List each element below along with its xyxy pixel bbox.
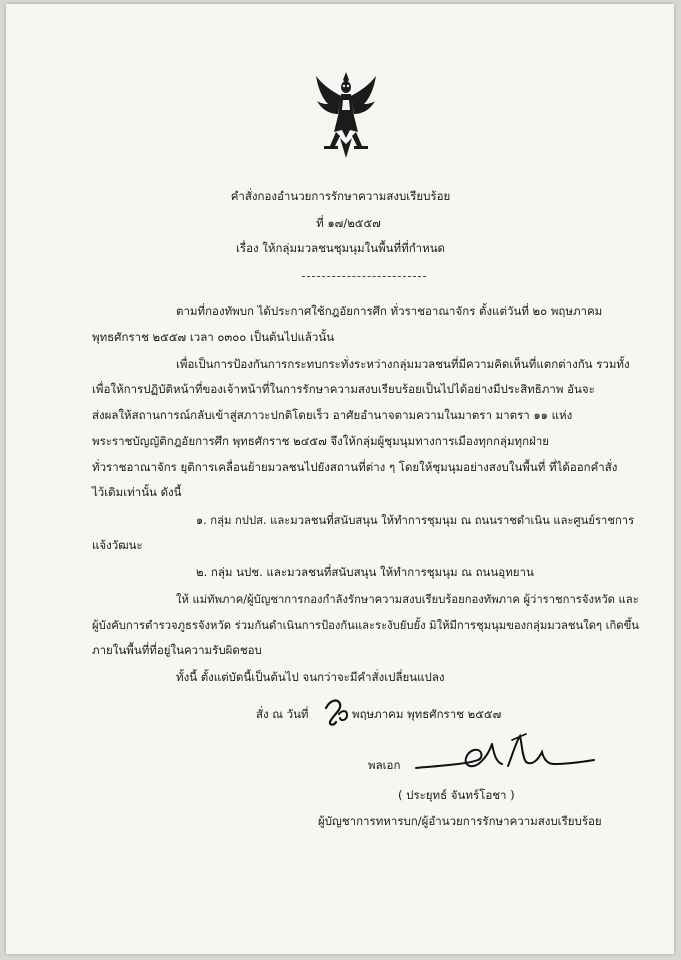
header-divider: [302, 276, 426, 277]
order-number: ที่ ๑๗/๒๕๕๗: [316, 216, 381, 230]
p2-line5: ทั่วราชอาณาจักร ยุติการเคลื่อนย้ายมวลชนไปยังสถานที่ต่าง ๆ โดยให้ชุมนุมอย่างสงบในพื้นที่ ที่ได้ออกคำสั่ง: [92, 460, 618, 474]
handwritten-signature: [408, 730, 598, 780]
p2-line6: ไว้เดิมเท่านั้น ดังนี้: [92, 485, 182, 499]
p1-line1-text: ตามที่กองทัพบก ได้ประกาศใช้กฎอัยการศึก ทั่วราชอาณาจักร ตั้งแต่วันที่ ๒๐ พฤษภาคม: [176, 304, 603, 318]
signer-position: ผู้บัญชาการทหารบก/ผู้อำนวยการรักษาความสงบเรียบร้อย: [318, 814, 602, 828]
signer-name: ( ประยุทธ์ จันทร์โอชา ): [398, 788, 515, 802]
p2-line1: เพื่อเป็นการป้องกันการกระทบกระทั่งระหว่างกลุ่มมวลชนที่มีความคิดเห็นที่แตกต่างกัน รวมทั้ง: [176, 357, 630, 371]
garuda-emblem-icon: [314, 70, 378, 160]
item2-line1: ๒. กลุ่ม นปช. และมวลชนที่สนับสนุน ให้ทำการชุมนุม ณ ถนนอุทยาน: [196, 565, 534, 579]
order-title: คำสั่งกองอำนวยการรักษาความสงบเรียบร้อย: [230, 189, 451, 203]
handwritten-day-number: [322, 694, 350, 728]
p4-line1: ทั้งนี้ ตั้งแต่บัดนี้เป็นต้นไป จนกว่าจะมีคำสั่งเปลี่ยนแปลง: [176, 670, 445, 684]
p2-line3: ส่งผลให้สถานการณ์กลับเข้าสู่สภาวะปกติโดยเร็ว อาศัยอำนาจตามความในมาตรา มาตรา ๑๑ แห่ง: [92, 408, 573, 422]
signer-rank: พลเอก: [368, 758, 401, 772]
p3-line2: ผู้บังคับการตำรวจภูธรจังหวัด ร่วมกันดำเนินการป้องกันและระงับยับยั้ง มิให้มีการชุมนุมของกลุ่มมวลชนใดๆ เกิดขึ้น: [92, 619, 639, 632]
p2-line4: พระราชบัญญัติกฎอัยการศึก พุทธศักราช ๒๔๕๗ จึงให้กลุ่มผู้ชุมนุมทางการเมืองทุกกลุ่มทุกฝ่าย: [92, 434, 550, 448]
p2-line2: เพื่อให้การปฏิบัติหน้าที่ของเจ้าหน้าที่ในการรักษาความสงบเรียบร้อยเป็นไปได้อย่างมีประสิทธิภาพ อันจะ: [92, 382, 595, 396]
item1-line1: ๑. กลุ่ม กปปส. และมวลชนที่สนับสนุน ให้ทำการชุมนุม ณ ถนนราชดำเนิน และศูนย์ราชการ: [196, 514, 635, 527]
item1-line2: แจ้งวัฒนะ: [92, 538, 143, 552]
order-subject: เรื่อง ให้กลุ่มมวลชนชุมนุมในพื้นที่ที่กำหนด: [235, 241, 446, 255]
p3-line1: ให้ แม่ทัพภาค/ผู้บัญชาการกองกำลังรักษาความสงบเรียบร้อยกองทัพภาค ผู้ว่าราชการจังหวัด และ: [176, 593, 639, 606]
p1-line1: [176, 303, 618, 321]
date-prefix: สั่ง ณ วันที่: [256, 707, 309, 721]
p3-line3: ภายในพื้นที่ที่อยู่ในความรับผิดชอบ: [92, 643, 262, 657]
date-suffix: พฤษภาคม พุทธศักราช ๒๕๕๗: [352, 707, 502, 721]
p1-line2: พุทธศักราช ๒๕๕๗ เวลา ๐๓๐๐ เป็นต้นไปแล้วนั้น: [92, 330, 335, 344]
